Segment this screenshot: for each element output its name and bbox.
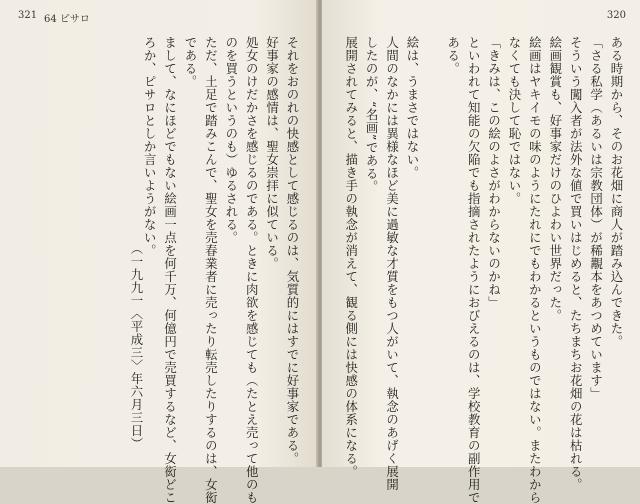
text-line: 人間のなかには異様なほど美に過敏な才質をもつ人がいて、執念のあげく展開: [384, 36, 400, 491]
text-line: のを買うというのも）ゆるされる。: [223, 36, 239, 244]
text-line: まして、なにほどでもない絵画一点を何千万、何億円で売買するなど、女衒どこ: [162, 36, 178, 504]
text-line: 絵画はヤキイモの味のようにたれにでもわかるというものではない。またわから: [527, 36, 543, 504]
text-line: 「きみは、この絵のよさがわからないのかね」: [486, 36, 502, 309]
text-line: 「さる私学（あるいは宗教団体）が稀覯本をあつめています」: [588, 36, 604, 400]
right-page-body: [338, 36, 626, 504]
text-line: ある。: [445, 36, 461, 75]
text-line: である。: [182, 36, 198, 88]
left-page-number: 321: [18, 10, 38, 21]
text-line: したのが、“名画”である。: [364, 36, 380, 193]
text-line: 絵画観賞も、好事家だけのひよわい世界だった。: [547, 36, 563, 322]
text-line: ろか、ピサロとしか言いようがない。: [142, 36, 158, 257]
text-line: ただ、土足で踏みこんで、聖女を売春業者に売ったり転売したりするのは、女衒: [203, 36, 219, 504]
text-line: といわれて知能の欠陥でも指摘されたようにおびえるのは、学校教育の副作用で: [466, 36, 482, 504]
text-line: それをおのれの快感として感じるのは、気質的にはすでに好事家である。: [285, 36, 300, 465]
text-line: 絵は、うまさではない。: [404, 36, 420, 179]
text-line: 展開されてみると、描き手の執念が消えて、観る側には快感の体系になる。: [343, 36, 359, 478]
text-line: 好事家の感情は、聖女崇拝に似ている。: [264, 36, 280, 270]
running-title: 64 ピサロ: [44, 14, 90, 25]
text-line: なくても決して恥ではない。: [506, 36, 522, 205]
date-note: （一九九一〈平成三〉年六月三日）: [129, 242, 144, 450]
right-page-number: 320: [606, 10, 626, 21]
text-line: そういう闖入者が法外な値で買いはじめると、たちまちお花畑の花は枯れる。: [568, 36, 584, 491]
text-line: 処女のけだかさを感じるのである。ときに肉欲を感じても（たとえ売って他のも: [244, 36, 260, 504]
text-line: ある時期から、そのお花畑に商人が踏み込んできた。: [609, 36, 624, 348]
